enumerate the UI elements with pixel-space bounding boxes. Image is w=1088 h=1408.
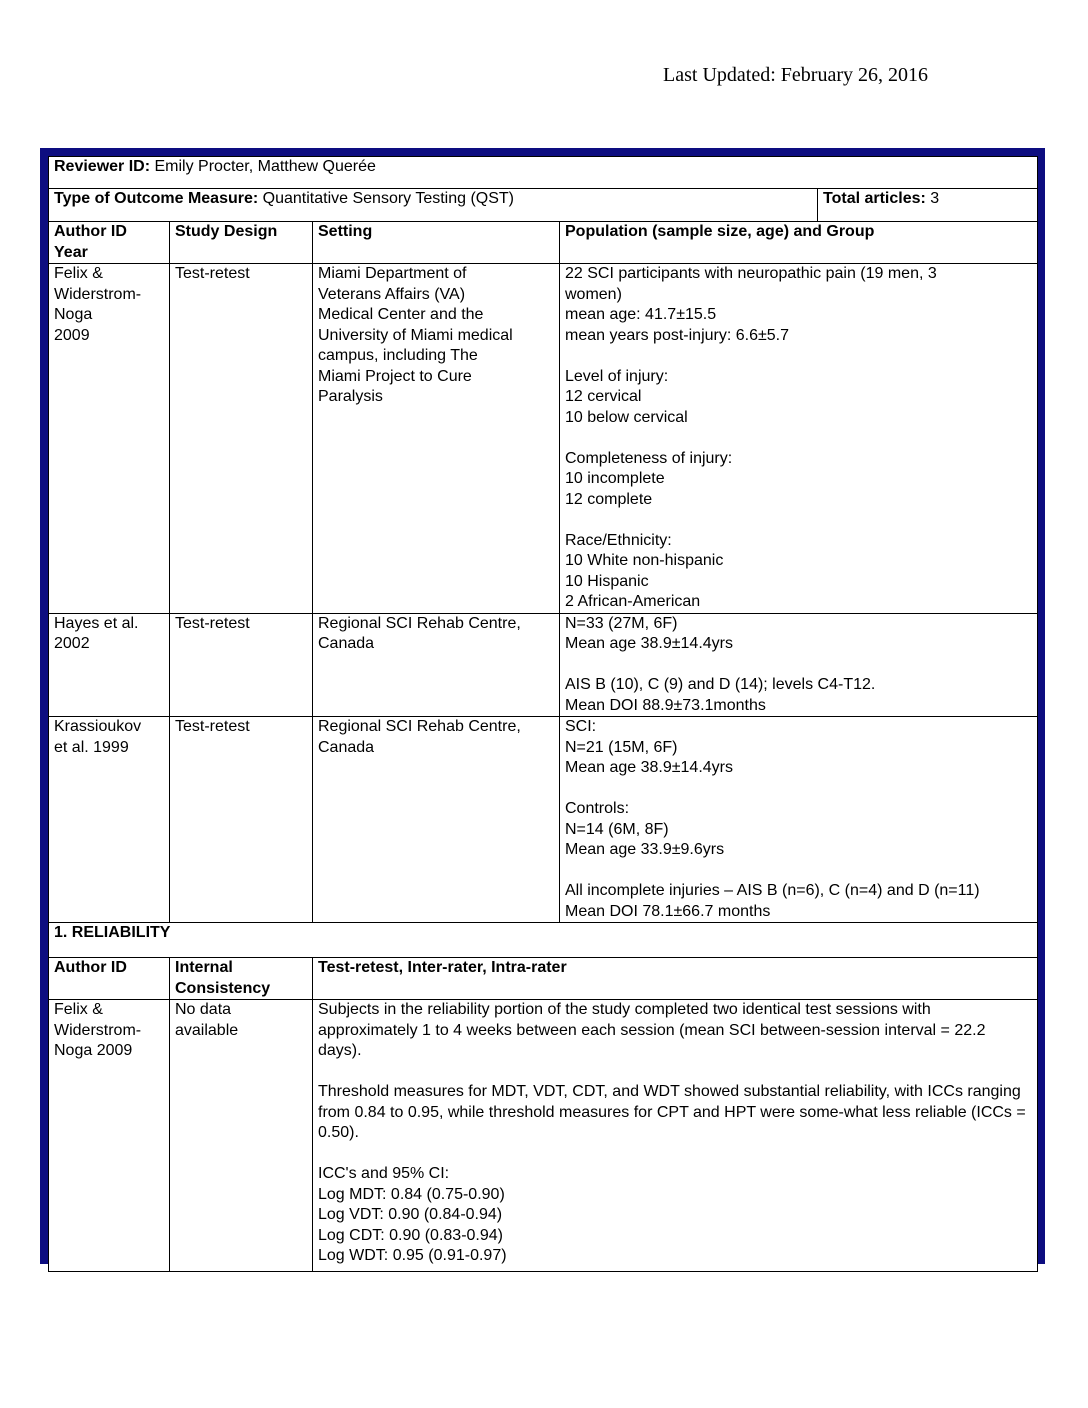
reliability-paragraph: Threshold measures for MDT, VDT, CDT, and WDT showed substantial reliability, with ICCs ranging from 0.84 to 0.95, while threshold measures for CPT and HPT were some-what less reliable (ICCs = 0.50). — [318, 1083, 1026, 1141]
reliability-section-row — [49, 923, 1038, 958]
reviewer-label: Reviewer ID: — [54, 158, 151, 175]
reliability-header-row: Author ID Internal Consistency Test-retest, Inter-rater, Intra-rater — [49, 958, 1038, 1000]
study-design: Test-retest — [170, 717, 313, 923]
study-author: Krassioukov et al. 1999 — [49, 717, 170, 923]
study-row — [49, 717, 1038, 923]
study-setting: Miami Department of Veterans Affairs (VA) Medical Center and the University of Miami medical campus, including The Miami Project to Cure Paralysis — [313, 264, 560, 614]
study-author: Hayes et al. 2002 — [49, 613, 170, 717]
last-updated-date: Last Updated: February 26, 2016 — [663, 64, 928, 86]
reviewer-names: Emily Procter, Matthew Querée — [154, 158, 376, 175]
reliability-title: 1. RELIABILITY — [54, 924, 171, 941]
reliability-author: Felix & Widerstrom- Noga 2009 — [49, 1000, 170, 1272]
articles-count: 3 — [930, 190, 940, 207]
outcome-label: Type of Outcome Measure: — [54, 190, 259, 207]
articles-label: Total articles: — [823, 190, 926, 207]
studies-header-row — [49, 222, 1038, 264]
header-author-id: Author ID — [54, 223, 127, 240]
header-population: Population (sample size, age) and Group — [565, 223, 875, 240]
reviewer-row — [49, 157, 1038, 189]
study-population: N=33 (27M, 6F) Mean age 38.9±14.4yrs AIS B (10), C (9) and D (14); levels C4-T12. Mean DOI 88.9±73.1months — [560, 613, 1038, 717]
reliability-row — [49, 1000, 1038, 1272]
study-design: Test-retest — [170, 264, 313, 614]
reliability-header-author: Author ID — [54, 959, 127, 976]
study-setting: Regional SCI Rehab Centre, Canada — [313, 613, 560, 717]
header-setting: Setting — [318, 223, 373, 240]
review-table-frame — [40, 148, 1045, 1264]
reliability-internal: No data available — [170, 1000, 313, 1272]
study-population: 22 SCI participants with neuropathic pain (19 men, 3 women) mean age: 41.7±15.5 mean years post-injury: 6.6±5.7 Level of injury: 12 cervical 10 below cervical Completeness of injury: 10 incomplete 12 complete Race/Ethnicity: 10 White non-hispanic 10 Hispanic 2 African-American — [560, 264, 1038, 614]
icc-list: ICC's and 95% CI: Log MDT: 0.84 (0.75-0.90) Log VDT: 0.90 (0.84-0.94) Log CDT: 0.90 (0.83-0.94) Log WDT: 0.95 (0.91-0.97) — [318, 1165, 507, 1264]
study-author: Felix & Widerstrom- Noga 2009 — [49, 264, 170, 614]
study-design: Test-retest — [170, 613, 313, 717]
study-setting: Regional SCI Rehab Centre, Canada — [313, 717, 560, 923]
header-year: Year — [54, 243, 88, 261]
header-study-design: Study Design — [175, 223, 278, 240]
reliability-details — [313, 1000, 1038, 1272]
reliability-header-test-retest: Test-retest, Inter-rater, Intra-rater — [318, 959, 567, 976]
study-row — [49, 264, 1038, 614]
reliability-paragraph: Subjects in the reliability portion of the study completed two identical test sessions with approximately 1 to 4 weeks between each session (mean SCI between-session interval = 22.2 days). — [318, 1001, 986, 1059]
reliability-header-internal: Internal — [175, 959, 233, 976]
outcome-row — [49, 189, 1038, 222]
outcome-value: Quantitative Sensory Testing (QST) — [262, 190, 515, 207]
study-population: SCI: N=21 (15M, 6F) Mean age 38.9±14.4yrs Controls: N=14 (6M, 8F) Mean age 33.9±9.6yrs All incomplete injuries – AIS B (n=6), C (n=4) and D (n=11) Mean DOI 78.1±66.7 months — [560, 717, 1038, 923]
review-table — [48, 156, 1038, 1272]
study-row — [49, 613, 1038, 717]
